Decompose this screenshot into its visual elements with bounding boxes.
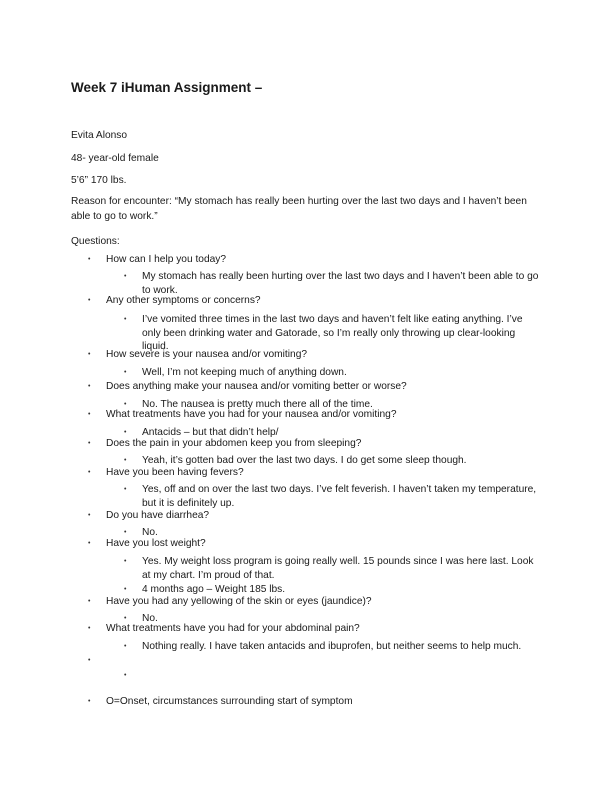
- question-bullet: •: [88, 411, 91, 418]
- question-text: Any other symptoms or concerns?: [106, 295, 261, 306]
- answer-text: Nothing really. I have taken antacids and ibuprofen, but neither seems to help much.: [142, 641, 522, 652]
- answer-bullet: •: [124, 316, 127, 323]
- patient-name: Evita Alonso: [71, 130, 128, 141]
- patient-age: 48- year-old female: [71, 153, 159, 164]
- answer-bullet: •: [124, 457, 127, 464]
- answer-text: I’ve vomited three times in the last two days and haven’t felt like eating anything. I’ve only been drinking water and Gatorade, so I’m really only throwing up clear-looking liquid.: [142, 314, 523, 352]
- question-text: Have you had any yellowing of the skin or eyes (jaundice)?: [106, 596, 372, 607]
- question-bullet: •: [88, 383, 91, 390]
- answer-bullet: •: [124, 429, 127, 436]
- answer-bullet: •: [124, 529, 127, 536]
- question-text: How can I help you today?: [106, 254, 227, 265]
- question-text: What treatments have you had for your nausea and/or vomiting?: [106, 409, 397, 420]
- answer-bullet: •: [124, 273, 127, 280]
- answer-text: Yes. My weight loss program is going really well. 15 pounds since I was here last. Look at my chart. I’m proud of that.: [142, 556, 534, 581]
- question-text: Does anything make your nausea and/or vomiting better or worse?: [106, 381, 407, 392]
- answer-bullet: •: [124, 486, 127, 493]
- question-bullet: •: [88, 469, 91, 476]
- question-text: What treatments have you had for your abdominal pain?: [106, 623, 360, 634]
- question-bullet: •: [88, 598, 91, 605]
- answer-bullet: •: [124, 672, 127, 679]
- answer-bullet: •: [124, 586, 127, 593]
- answer-text: Well, I’m not keeping much of anything down.: [142, 367, 347, 378]
- answer-text: No.: [142, 613, 158, 624]
- answer-bullet: •: [124, 615, 127, 622]
- reason-for-encounter: Reason for encounter: “My stomach has really been hurting over the last two days and I haven’t been able to go to work.”: [71, 196, 527, 222]
- question-bullet: •: [88, 512, 91, 519]
- question-bullet: •: [88, 351, 91, 358]
- document-title: Week 7 iHuman Assignment –: [71, 80, 263, 95]
- question-text: Do you have diarrhea?: [106, 510, 210, 521]
- question-bullet: •: [88, 657, 91, 664]
- question-bullet: •: [88, 256, 91, 263]
- patient-stats: 5’6” 170 lbs.: [71, 175, 127, 186]
- question-text: Have you been having fevers?: [106, 467, 244, 478]
- questions-label: Questions:: [71, 236, 120, 247]
- question-text: Does the pain in your abdomen keep you from sleeping?: [106, 438, 362, 449]
- question-text: O=Onset, circumstances surrounding start of symptom: [106, 696, 353, 707]
- question-bullet: •: [88, 440, 91, 447]
- answer-text: No.: [142, 527, 158, 538]
- answer-text: Yes, off and on over the last two days. I’ve felt feverish. I haven’t taken my temperature, but it is definitely up.: [142, 484, 537, 509]
- answer-bullet: •: [124, 558, 127, 565]
- answer-bullet: •: [124, 369, 127, 376]
- question-bullet: •: [88, 698, 91, 705]
- question-bullet: •: [88, 625, 91, 632]
- answer-bullet: •: [124, 643, 127, 650]
- answer-bullet: •: [124, 401, 127, 408]
- answer-text: No. The nausea is pretty much there all of the time.: [142, 399, 373, 410]
- answer-text: My stomach has really been hurting over the last two days and I haven’t been able to go to work.: [142, 271, 539, 296]
- question-text: Have you lost weight?: [106, 538, 206, 549]
- answer-text: Antacids – but that didn’t help/: [142, 427, 279, 438]
- question-bullet: •: [88, 540, 91, 547]
- answer-text: 4 months ago – Weight 185 lbs.: [142, 584, 286, 595]
- question-text: How severe is your nausea and/or vomiting?: [106, 349, 308, 360]
- question-bullet: •: [88, 297, 91, 304]
- answer-text: Yeah, it’s gotten bad over the last two days. I do get some sleep though.: [142, 455, 467, 466]
